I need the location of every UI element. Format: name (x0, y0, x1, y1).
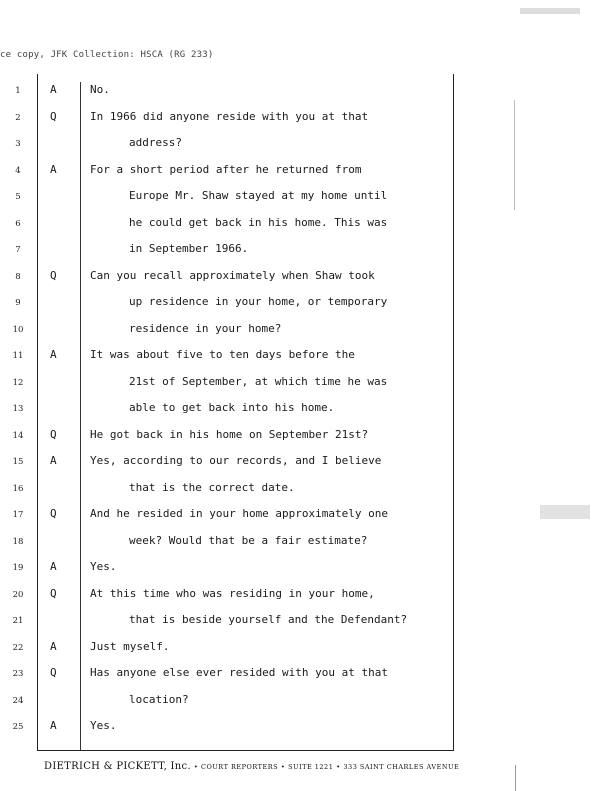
speaker-marker: Q (50, 507, 57, 520)
transcript-line (0, 266, 612, 292)
line-text: able to get back into his home. (129, 401, 335, 414)
line-number: 12 (12, 377, 24, 388)
line-number: 23 (12, 669, 24, 679)
line-text: No. (90, 83, 110, 96)
footer-address: 333 SAINT CHARLES AVENUE (343, 763, 460, 771)
line-number: 11 (12, 351, 24, 361)
line-text: Has anyone else ever resided with you at that (90, 666, 389, 679)
line-number: 15 (12, 457, 24, 467)
transcript-line (0, 663, 612, 689)
speaker-marker: A (50, 639, 57, 653)
footer-suite: SUITE 1221 (288, 763, 334, 771)
footer-separator: • (336, 763, 341, 771)
line-text: he could get back in his home. This was (129, 215, 388, 229)
speaker-marker: A (50, 83, 57, 96)
transcript-line (0, 107, 612, 133)
header-note: ce copy, JFK Collection: HSCA (RG 233) (0, 50, 214, 60)
line-text: And he resided in your home approximately one (90, 507, 389, 520)
speaker-marker: A (50, 162, 57, 176)
line-text: Just myself. (90, 639, 170, 653)
line-number: 25 (12, 722, 24, 732)
line-number: 5 (15, 192, 21, 202)
line-text: up residence in your home, or temporary (129, 295, 388, 308)
line-text: Yes. (90, 719, 117, 732)
line-number: 24 (12, 695, 24, 706)
line-number: 7 (15, 245, 21, 255)
line-number: 14 (12, 430, 24, 441)
transcript-line (0, 610, 612, 636)
line-number: 1 (15, 86, 21, 96)
line-number: 4 (15, 165, 21, 176)
line-number: 22 (12, 642, 24, 653)
transcript-line (0, 531, 612, 557)
line-number: 20 (12, 589, 24, 600)
line-text: 21st of September, at which time he was (129, 374, 388, 388)
transcript-line (0, 213, 612, 239)
line-number: 8 (15, 271, 21, 282)
speaker-marker: A (50, 348, 57, 361)
line-number: 21 (12, 616, 24, 626)
scan-speck (514, 100, 515, 210)
speaker-marker: Q (50, 586, 57, 600)
line-text: It was about five to ten days before the (90, 348, 355, 361)
line-number: 3 (15, 139, 21, 149)
transcript-line (0, 716, 612, 742)
transcript-line (0, 690, 612, 716)
transcript-line (0, 584, 612, 610)
line-number: 10 (12, 324, 24, 335)
line-text: Yes. (90, 560, 117, 573)
speaker-marker: A (50, 719, 57, 732)
speaker-marker: Q (50, 109, 57, 123)
transcript-line (0, 398, 612, 424)
speaker-marker: Q (50, 666, 57, 679)
scan-speck (515, 765, 516, 791)
line-number: 6 (15, 218, 21, 229)
footer-separator: • (280, 763, 286, 771)
line-text: address? (129, 136, 182, 149)
line-number: 18 (12, 536, 24, 547)
line-text: residence in your home? (129, 321, 282, 335)
line-text: location? (129, 692, 189, 706)
line-text: in September 1966. (129, 242, 249, 255)
line-text: Can you recall approximately when Shaw took (90, 268, 375, 282)
transcript-line (0, 80, 612, 106)
transcript-line (0, 504, 612, 530)
scan-speck (540, 505, 590, 519)
transcript-line (0, 292, 612, 318)
line-text: that is beside yourself and the Defendant? (129, 613, 408, 626)
line-number: 19 (12, 563, 24, 573)
line-text: He got back in his home on September 21st? (90, 427, 369, 441)
line-text: Europe Mr. Shaw stayed at my home until (129, 189, 388, 202)
transcript-line (0, 372, 612, 398)
speaker-marker: Q (50, 427, 57, 441)
line-number: 13 (12, 404, 24, 414)
line-number: 17 (12, 510, 24, 520)
transcript-line (0, 319, 612, 345)
line-number: 2 (15, 112, 21, 123)
line-text: Yes, according to our records, and I believe (90, 454, 382, 467)
line-text: At this time who was residing in your home, (90, 586, 375, 600)
speaker-marker: Q (50, 268, 57, 282)
line-number: 16 (12, 483, 24, 494)
line-text: that is the correct date. (129, 480, 295, 494)
transcript-line (0, 637, 612, 663)
transcript-line (0, 133, 612, 159)
footer-firm: DIETRICH & PICKETT, Inc. (44, 761, 191, 772)
transcript-line (0, 478, 612, 504)
transcript-line (0, 160, 612, 186)
speaker-marker: A (50, 560, 57, 573)
transcript-line (0, 451, 612, 477)
transcript-line (0, 345, 612, 371)
scan-speck (520, 8, 580, 14)
footer-separator: • (193, 763, 199, 771)
footer-service: COURT REPORTERS (201, 763, 279, 771)
speaker-marker: A (50, 454, 57, 467)
line-text: In 1966 did anyone reside with you at that (90, 109, 369, 123)
footer (44, 761, 459, 772)
transcript-line (0, 186, 612, 212)
line-number: 9 (15, 298, 21, 308)
line-text: For a short period after he returned from (90, 162, 362, 176)
transcript-line (0, 239, 612, 265)
transcript-line (0, 425, 612, 451)
transcript-line (0, 557, 612, 583)
line-text: week? Would that be a fair estimate? (129, 533, 368, 547)
